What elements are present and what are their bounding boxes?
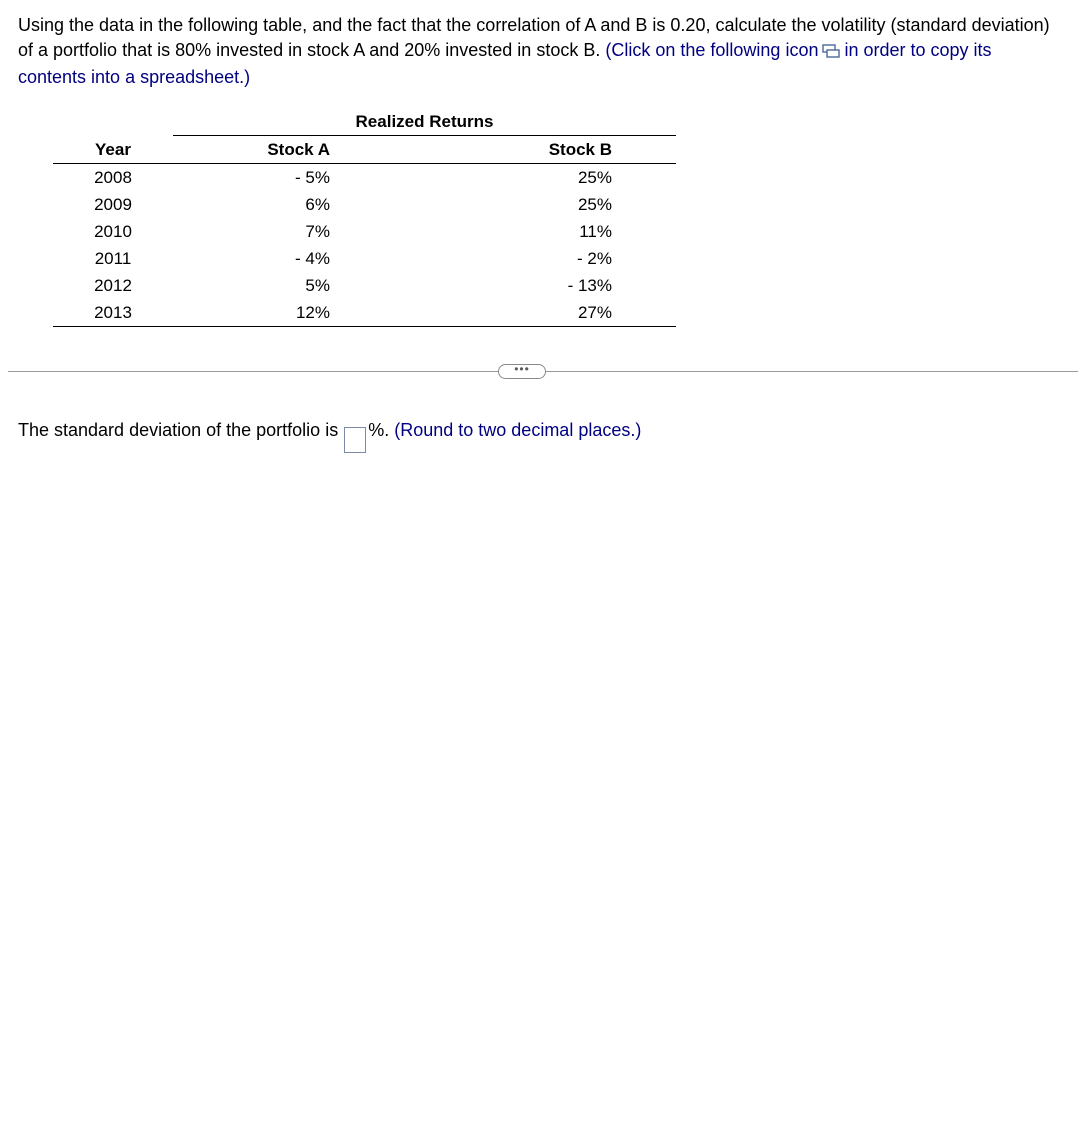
answer-input[interactable] bbox=[344, 427, 366, 453]
stock-a-cell: 6% bbox=[305, 195, 330, 214]
stock-b-cell: 25% bbox=[577, 168, 612, 187]
column-header-year: Year bbox=[53, 136, 173, 164]
column-header-stock-a: Stock A bbox=[173, 136, 330, 164]
answer-line bbox=[18, 416, 641, 453]
copy-hint-after: in order to copy its contents into a spreadsheet.) bbox=[18, 40, 992, 87]
table-row bbox=[53, 299, 676, 327]
stock-a-cell: - 4% bbox=[295, 249, 330, 268]
stock-b-cell: 25% bbox=[577, 195, 612, 214]
stock-a-cell: 7% bbox=[305, 222, 330, 241]
table-group-header: Realized Returns bbox=[173, 108, 676, 136]
stock-b-cell: - 2% bbox=[577, 249, 612, 268]
stock-a-cell: 5% bbox=[305, 276, 330, 295]
realized-returns-table bbox=[53, 108, 676, 327]
table-row bbox=[53, 245, 676, 272]
year-cell: 2011 bbox=[94, 249, 132, 268]
stock-b-cell: 11% bbox=[579, 222, 612, 241]
table-row bbox=[53, 164, 676, 192]
column-header-stock-b: Stock B bbox=[330, 136, 612, 164]
year-cell: 2008 bbox=[94, 168, 132, 187]
question-body: Using the data in the following table, and the fact that the correlation of A and B is 0.20, calculate the volatility (standard deviation) of a portfolio that is 80% invested in stock A and 20% invested in stock B. bbox=[18, 15, 1050, 60]
year-cell: 2012 bbox=[94, 276, 132, 295]
year-cell: 2013 bbox=[53, 299, 173, 327]
year-cell: 2009 bbox=[94, 195, 132, 214]
year-cell: 2010 bbox=[94, 222, 132, 241]
answer-suffix: %. bbox=[368, 420, 390, 440]
stock-a-cell: - 5% bbox=[295, 168, 330, 187]
question-text bbox=[18, 13, 1063, 90]
table-row bbox=[53, 191, 676, 218]
stock-b-cell: - 13% bbox=[567, 276, 612, 295]
rounding-hint: (Round to two decimal places.) bbox=[394, 420, 642, 440]
table-row bbox=[53, 218, 676, 245]
stock-b-cell: 27% bbox=[330, 299, 612, 327]
stock-a-cell: 12% bbox=[173, 299, 330, 327]
table-row bbox=[53, 272, 676, 299]
show-more-button[interactable]: ••• bbox=[498, 364, 546, 379]
copy-hint-before: (Click on the following icon bbox=[605, 40, 819, 60]
answer-prefix: The standard deviation of the portfolio is bbox=[18, 420, 339, 440]
copy-to-spreadsheet-icon[interactable] bbox=[822, 40, 840, 65]
